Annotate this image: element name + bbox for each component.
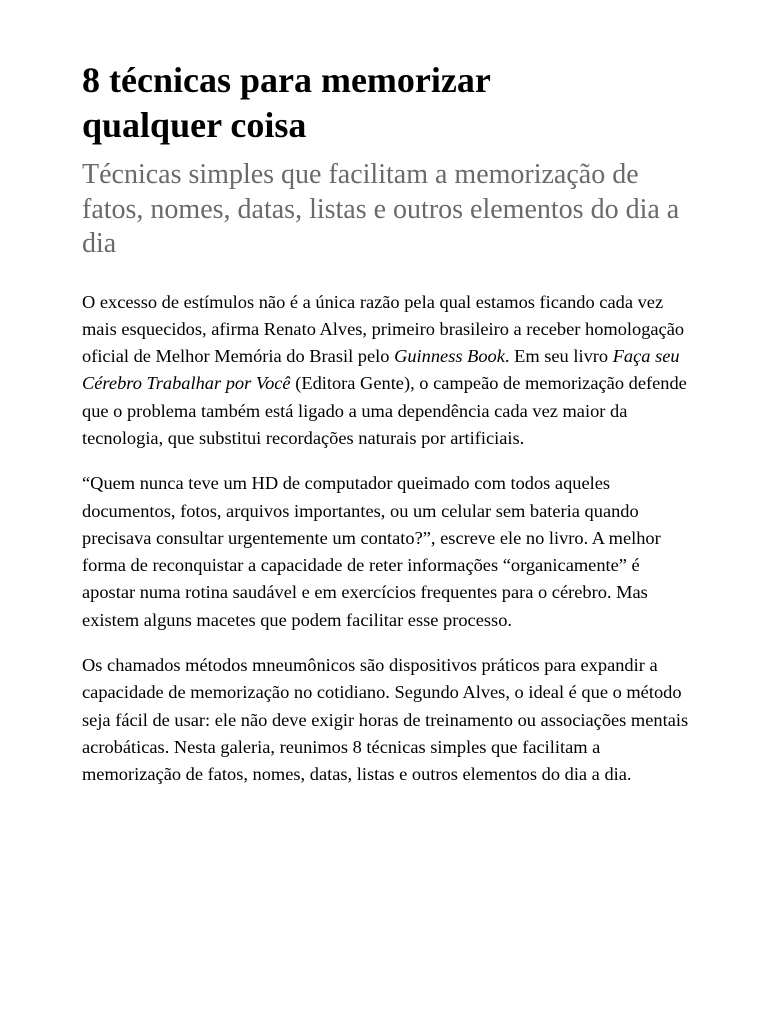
article-body [82, 289, 689, 789]
article-paragraph-3: Os chamados métodos mneumônicos são dispositivos práticos para expandir a capacidade de memorização no cotidiano. Segundo Alves, o ideal é que o método seja fácil de usar: ele não deve exigir horas de treinamento ou associações mentais acrobáticas. Nesta galeria, reunimos 8 técnicas simples que facilitam a memorização de fatos, nomes, datas, listas e outros elementos do dia a dia. [82, 655, 689, 785]
paragraph-text: O excesso de estímulos não é a única razão pela qual estamos ficando cada vez mais esquecidos, afirma Renato Alves, primeiro brasileiro a receber homologação oficial de Melhor Memória do Brasil pelo [82, 291, 685, 367]
article-paragraph-2: “Quem nunca teve um HD de computador queimado com todos aqueles documentos, fotos, arquivos importantes, ou um celular sem bateria quando precisava consultar urgentemente um contato?”, escreve ele no livro. A melhor forma de reconquistar a capacidade de reter informações “organicamente” é apostar numa rotina saudável e em exercícios frequentes para o cérebro. Mas existem alguns macetes que podem facilitar esse processo. [82, 473, 661, 630]
book-title: Faça seu Cérebro Trabalhar por Você [82, 346, 680, 394]
paragraph-text: . Em seu livro [504, 346, 613, 367]
article-title: 8 técnicas para memorizar qualquer coisa [82, 60, 491, 145]
article-paragraph-1 [82, 289, 692, 453]
article-subtitle: Técnicas simples que facilitam a memorização de fatos, nomes, datas, listas e outros elementos do dia a dia [82, 159, 680, 259]
paragraph-text: (Editora Gente), o campeão de memorização defende que o problema também está ligado a uma dependência cada vez maior da tecnologia, que substitui recordações naturais por artificiais. [82, 373, 687, 448]
book-title-guinness: Guinness Book [394, 346, 505, 367]
